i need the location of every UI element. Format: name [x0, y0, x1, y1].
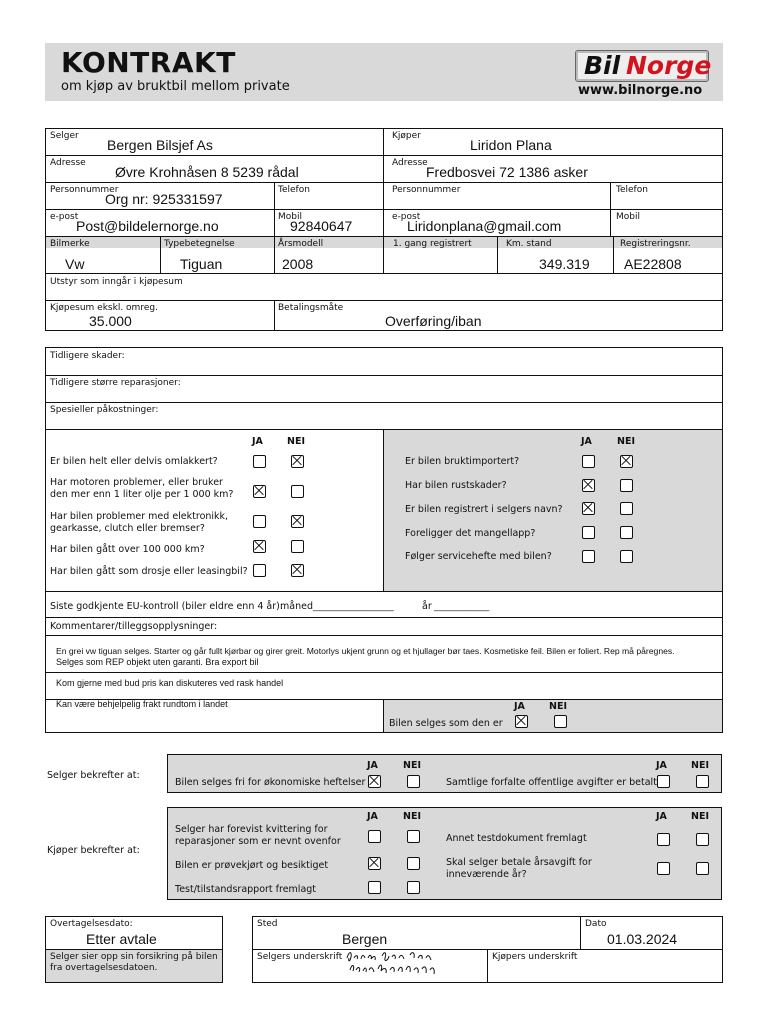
- eu-month-label: måned: [280, 601, 313, 612]
- question-electronics: Har bilen problemer med elektronikk, gearkasse, clutch eller bremser?: [50, 511, 229, 534]
- right-yes-header: JA: [581, 436, 592, 447]
- special-costs-label: Spesieller påkostninger:: [50, 405, 159, 415]
- question-rust: Har bilen rustskader?: [405, 480, 507, 491]
- eu-year-field[interactable]: _____________: [434, 602, 490, 612]
- type-label: Typebetegnelse: [164, 239, 235, 249]
- sc-free-of-liens: Bilen selges fri for økonomiske heftelser: [175, 777, 366, 788]
- payment-label: Betalingsmåte: [278, 303, 344, 313]
- q-defect-note-yes-checkbox[interactable]: [582, 526, 595, 539]
- as-is-no-header: NEI: [549, 701, 567, 712]
- bc-test-driven: Bilen er prøvekjørt og besiktiget: [175, 860, 329, 871]
- regnr-label: Registreringsnr.: [620, 239, 691, 249]
- bc-no-header-1: NEI: [403, 811, 421, 822]
- sc-free-of-liens-yes-checkbox[interactable]: [368, 775, 381, 788]
- q-over-100000-no-checkbox[interactable]: [291, 540, 304, 553]
- bc-no-header-2: NEI: [691, 811, 709, 822]
- question-registered-seller: Er bilen registrert i selgers navn?: [405, 504, 563, 515]
- q-repainted-yes-checkbox[interactable]: [253, 455, 266, 468]
- vehicle-regnr[interactable]: AE22808: [624, 256, 682, 272]
- eu-control-label: Siste godkjente EU-kontroll (biler eldre enn 4 år):: [50, 601, 284, 612]
- seller-mobile-label: Mobil: [278, 212, 302, 222]
- right-no-header: NEI: [617, 436, 635, 447]
- sc-no-header-1: NEI: [403, 760, 421, 771]
- handover-note: Selger sier opp sin forsikring på bilen fra overtagelsesdatoen.: [50, 952, 218, 973]
- q-electronics-no-checkbox[interactable]: [291, 515, 304, 528]
- sc-fees-paid-no-checkbox[interactable]: [696, 775, 709, 788]
- vehicle-year[interactable]: 2008: [282, 256, 314, 272]
- make-label: Bilmerke: [50, 239, 90, 249]
- year-label: Årsmodell: [278, 239, 324, 249]
- buyer-email-label: e-post: [392, 212, 421, 222]
- bc-annual-fee-no-checkbox[interactable]: [696, 862, 709, 875]
- sc-yes-header-1: JA: [367, 760, 378, 771]
- q-registered-seller-no-checkbox[interactable]: [620, 502, 633, 515]
- seller-mobile[interactable]: 92840647: [290, 218, 353, 234]
- bc-other-document-yes-checkbox[interactable]: [657, 833, 670, 846]
- seller-phone-label: Telefon: [278, 185, 310, 195]
- place-value[interactable]: Bergen: [342, 931, 388, 947]
- vehicle-price[interactable]: 35.000: [89, 313, 132, 329]
- question-over-100000: Har bilen gått over 100 000 km?: [50, 544, 205, 555]
- q-engine-oil-no-checkbox[interactable]: [291, 485, 304, 498]
- buyer-address-label: Adresse: [392, 158, 428, 168]
- comment-line-3[interactable]: Kan være behjelpelig frakt rundtom i landet: [56, 699, 228, 709]
- previous-damage-label: Tidligere skader:: [50, 351, 125, 361]
- as-is-yes-header: JA: [514, 701, 525, 712]
- place-label: Sted: [257, 919, 278, 929]
- bc-test-report-no-checkbox[interactable]: [407, 881, 420, 894]
- q-rust-yes-checkbox[interactable]: [582, 479, 595, 492]
- comments-label: Kommentarer/tilleggsopplysninger:: [50, 621, 218, 632]
- eu-year-label: år: [422, 601, 432, 612]
- bc-receipts-yes-checkbox[interactable]: [368, 830, 381, 843]
- as-is-yes-checkbox[interactable]: [515, 715, 528, 728]
- eu-month-field[interactable]: ___________________: [313, 602, 394, 612]
- equipment-label: Utstyr som inngår i kjøpesum: [50, 277, 183, 287]
- seller-signature[interactable]: [344, 948, 444, 980]
- seller-label: Selger: [50, 131, 79, 141]
- seller-name[interactable]: Bergen Bilsjef As: [107, 137, 213, 153]
- seller-confirms-label: Selger bekrefter at:: [47, 770, 140, 781]
- sc-free-of-liens-no-checkbox[interactable]: [407, 775, 420, 788]
- comment-line-1[interactable]: En grei vw tiguan selges. Starter og går fullt kjørbar og girer greit. Motorlys ukjent grunn og et hjullager bør taes. Kosmetiske feil. Bilen er foliert. Rep må påregnes.: [56, 646, 675, 656]
- bc-receipts: Selger har forevist kvittering for reparasjoner som er nevnt ovenfor: [175, 824, 341, 847]
- bc-yes-header-1: JA: [367, 811, 378, 822]
- q-imported-no-checkbox[interactable]: [620, 455, 633, 468]
- q-repainted-no-checkbox[interactable]: [291, 455, 304, 468]
- vehicle-km[interactable]: 349.319: [539, 256, 590, 272]
- vehicle-type[interactable]: Tiguan: [180, 256, 223, 272]
- buyer-name[interactable]: Liridon Plana: [470, 137, 552, 153]
- comment-line-2[interactable]: Kom gjerne med bud pris kan diskuteres ved rask handel: [56, 678, 284, 688]
- bc-test-report-yes-checkbox[interactable]: [368, 881, 381, 894]
- as-is-label: Bilen selges som den er: [389, 718, 503, 729]
- website-link[interactable]: www.bilnorge.no: [578, 83, 703, 98]
- buyer-person-label: Personnummer: [392, 185, 461, 195]
- question-repainted: Er bilen helt eller delvis omlakkert?: [50, 456, 218, 467]
- page-subtitle: om kjøp av bruktbil mellom private: [61, 79, 290, 94]
- seller-address[interactable]: Øvre Krohnåsen 8 5239 rådal: [115, 164, 299, 180]
- q-service-book-yes-checkbox[interactable]: [582, 550, 595, 563]
- q-taxi-leasing-yes-checkbox[interactable]: [253, 564, 266, 577]
- buyer-email[interactable]: Liridonplana@gmail.com: [407, 218, 562, 234]
- q-over-100000-yes-checkbox[interactable]: [253, 540, 266, 553]
- q-rust-no-checkbox[interactable]: [620, 479, 633, 492]
- question-taxi-leasing: Har bilen gått som drosje eller leasingbil?: [50, 566, 248, 577]
- sc-no-header-2: NEI: [691, 760, 709, 771]
- vehicle-make[interactable]: Vw: [65, 256, 85, 272]
- buyer-signature-label: Kjøpers underskrift: [492, 952, 578, 962]
- seller-email-label: e-post: [50, 212, 79, 222]
- question-defect-note: Foreligger det mangellapp?: [405, 528, 536, 539]
- bc-yes-header-2: JA: [656, 811, 667, 822]
- bc-test-report: Test/tilstandsrapport fremlagt: [175, 884, 317, 895]
- bc-annual-fee: Skal selger betale årsavgift for inneværende år?: [446, 857, 592, 880]
- seller-signature-label: Selgers underskrift: [257, 952, 343, 962]
- logo-text-bil: Bil: [584, 51, 621, 80]
- seller-email[interactable]: Post@bildelernorge.no: [76, 218, 219, 234]
- logo-text-norge: Norge: [626, 51, 712, 80]
- previous-repairs-label: Tidligere større reparasjoner:: [50, 378, 181, 388]
- seller-address-label: Adresse: [50, 158, 86, 168]
- buyer-phone-label: Telefon: [616, 185, 648, 195]
- comment-line-1b[interactable]: Selges som REP objekt uten garanti. Bra export bil: [56, 657, 259, 667]
- buyer-confirms-label: Kjøper bekrefter at:: [47, 845, 140, 856]
- q-taxi-leasing-no-checkbox[interactable]: [291, 564, 304, 577]
- q-registered-seller-yes-checkbox[interactable]: [582, 502, 595, 515]
- buyer-mobile-label: Mobil: [616, 212, 640, 222]
- q-service-book-no-checkbox[interactable]: [620, 550, 633, 563]
- sc-yes-header-2: JA: [656, 760, 667, 771]
- q-imported-yes-checkbox[interactable]: [582, 455, 595, 468]
- first-reg-label: 1. gang registrert: [393, 239, 472, 249]
- as-is-no-checkbox[interactable]: [554, 715, 567, 728]
- question-engine-oil: Har motoren problemer, eller bruker den mer enn 1 liter olje per 1 000 km?: [50, 477, 234, 500]
- seller-person-label: Personnummer: [50, 185, 119, 195]
- seller-person-number[interactable]: Org nr: 925331597: [105, 191, 223, 207]
- handover-label: Overtagelsesdato:: [50, 919, 133, 929]
- question-imported: Er bilen bruktimportert?: [405, 456, 520, 467]
- bc-test-driven-yes-checkbox[interactable]: [368, 857, 381, 870]
- date-value[interactable]: 01.03.2024: [607, 931, 678, 947]
- handover-date[interactable]: Etter avtale: [86, 931, 157, 947]
- price-label: Kjøpesum ekskl. omreg.: [50, 303, 158, 313]
- page-title: KONTRAKT: [61, 46, 236, 79]
- payment-method[interactable]: Overføring/iban: [385, 313, 482, 329]
- q-defect-note-no-checkbox[interactable]: [620, 526, 633, 539]
- bc-annual-fee-yes-checkbox[interactable]: [657, 862, 670, 875]
- bc-other-document-no-checkbox[interactable]: [696, 833, 709, 846]
- buyer-address[interactable]: Fredbosvei 72 1386 asker: [426, 164, 588, 180]
- q-engine-oil-yes-checkbox[interactable]: [253, 485, 266, 498]
- bilnorge-logo: [575, 50, 712, 82]
- left-yes-header: JA: [252, 436, 263, 447]
- buyer-label: Kjøper: [392, 131, 421, 141]
- bc-receipts-no-checkbox[interactable]: [407, 830, 420, 843]
- date-label: Dato: [585, 919, 607, 929]
- bc-test-driven-no-checkbox[interactable]: [407, 857, 420, 870]
- km-label: Km. stand: [506, 239, 552, 249]
- sc-fees-paid: Samtlige forfalte offentlige avgifter er betalt: [446, 777, 657, 788]
- sc-fees-paid-yes-checkbox[interactable]: [657, 775, 670, 788]
- left-no-header: NEI: [287, 436, 305, 447]
- bc-other-document: Annet testdokument fremlagt: [446, 833, 587, 844]
- question-service-book: Følger servicehefte med bilen?: [405, 551, 552, 562]
- q-electronics-yes-checkbox[interactable]: [253, 515, 266, 528]
